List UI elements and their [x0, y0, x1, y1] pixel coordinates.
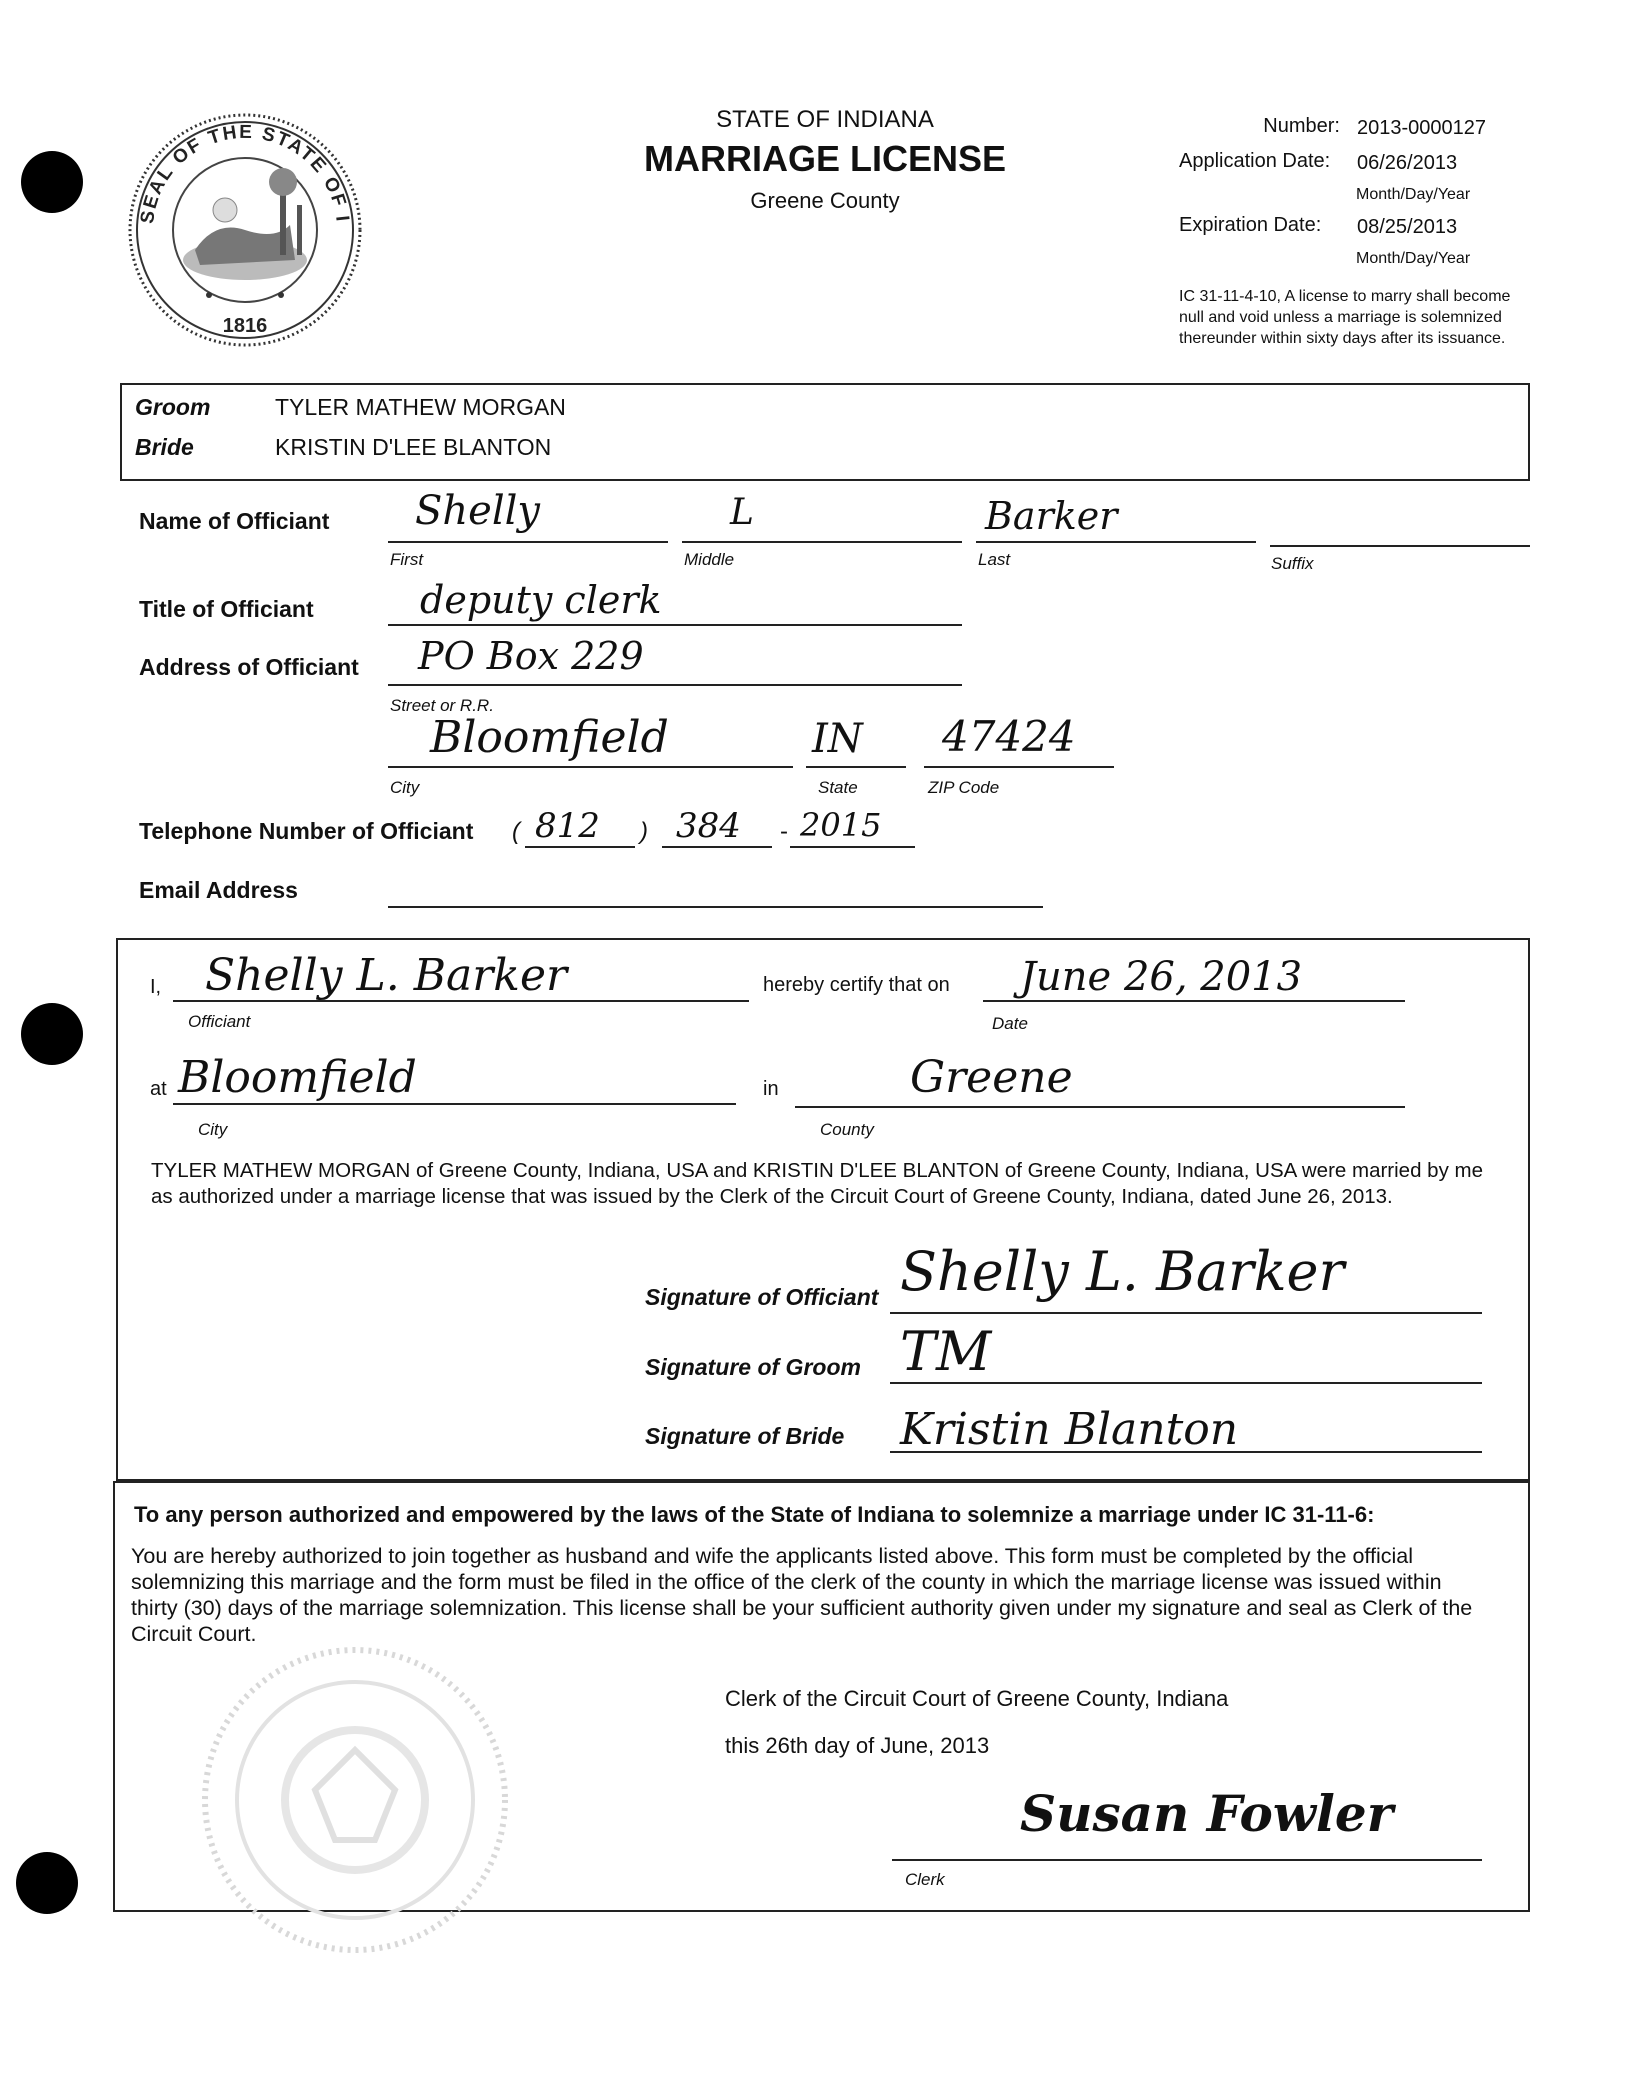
officiant-first-name: Shelly [415, 488, 541, 534]
officiant-title-label: Title of Officiant [139, 596, 314, 622]
expiration-date-label: Expiration Date: [1179, 214, 1322, 236]
seal-text: SEAL OF THE STATE OF I [137, 121, 353, 225]
phone-open-paren: ( [512, 818, 520, 845]
last-caption: Last [978, 550, 1011, 569]
i-label: I, [150, 976, 162, 998]
validity-notice: IC 31-11-4-10, A license to marry shall become null and void unless a marriage is solemnized thereunder within sixty days after its issuance. [1179, 288, 1511, 347]
clerk-caption: Clerk [905, 1870, 945, 1889]
officiant-phone-label: Telephone Number of Officiant [139, 818, 474, 844]
date-format-caption: Month/Day/Year [1356, 250, 1471, 267]
officiant-middle-name: L [730, 492, 754, 533]
state-seal [125, 110, 365, 350]
city-caption: City [390, 778, 420, 797]
date-format-caption: Month/Day/Year [1356, 186, 1471, 203]
groom-name: TYLER MATHEW MORGAN [275, 394, 566, 420]
email-label: Email Address [139, 877, 298, 903]
county-caption: County [820, 1120, 874, 1139]
license-number: 2013-0000127 [1357, 117, 1487, 139]
state-heading: STATE OF INDIANA [716, 106, 934, 133]
phone-close-paren: ) [640, 818, 648, 845]
number-label: Number: [1263, 115, 1340, 137]
officiant-zip: 47424 [942, 712, 1076, 761]
phone-dash: - [780, 818, 788, 845]
embossed-seal [195, 1640, 515, 1960]
officiant-address-label: Address of Officiant [139, 654, 359, 680]
state-caption: State [818, 778, 858, 797]
punch-hole-bottom [16, 1852, 78, 1914]
svg-text:SEAL OF THE STATE OF INDIANA [125, 110, 353, 225]
issue-day-text: this 26th day of June, 2013 [725, 1733, 990, 1758]
officiant-name-label: Name of Officiant [139, 508, 330, 534]
authorization-heading: To any person authorized and empowered by the laws of the State of Indiana to solemnize a marriage under IC 31-11-6: [134, 1502, 1375, 1527]
county-heading: Greene County [750, 188, 900, 213]
officiant-signature: Shelly L. Barker [900, 1240, 1345, 1303]
officiant-caption: Officiant [188, 1012, 251, 1031]
officiant-street: PO Box 229 [418, 634, 644, 678]
phone-area-code: 812 [535, 806, 600, 846]
marriage-county: Greene [910, 1052, 1073, 1103]
officiant-state: IN [812, 716, 863, 762]
bride-label: Bride [135, 434, 194, 460]
officiant-last-name: Barker [985, 494, 1118, 538]
punch-hole-top [21, 151, 83, 213]
zip-caption: ZIP Code [928, 778, 1000, 797]
clerk-signature: Susan Fowler [1020, 1784, 1394, 1843]
punch-hole-middle [21, 1003, 83, 1065]
bride-signature: Kristin Blanton [900, 1404, 1239, 1455]
phone-prefix: 384 [676, 806, 741, 846]
clerk-of-text: Clerk of the Circuit Court of Greene County, Indiana [725, 1686, 1229, 1711]
date-caption: Date [992, 1014, 1028, 1033]
certify-text: hereby certify that on [763, 974, 950, 996]
phone-line-number: 2015 [800, 806, 882, 844]
groom-label: Groom [135, 394, 211, 420]
bride-name: KRISTIN D'LEE BLANTON [275, 434, 552, 460]
expiration-date: 08/25/2013 [1357, 216, 1458, 238]
suffix-caption: Suffix [1271, 554, 1314, 573]
first-caption: First [390, 550, 424, 569]
bride-signature-label: Signature of Bride [645, 1423, 845, 1449]
page-title: MARRIAGE LICENSE [643, 138, 1007, 179]
groom-signature: TM [900, 1320, 992, 1383]
at-label: at [150, 1078, 167, 1100]
certifying-officiant-name: Shelly L. Barker [205, 950, 568, 1001]
officiant-title: deputy clerk [420, 578, 662, 622]
officiant-signature-label: Signature of Officiant [645, 1284, 879, 1310]
street-caption: Street or R.R. [390, 696, 494, 715]
application-date-label: Application Date: [1179, 150, 1331, 172]
city-caption: City [198, 1120, 228, 1139]
in-label: in [763, 1078, 779, 1100]
middle-caption: Middle [684, 550, 735, 569]
groom-signature-label: Signature of Groom [645, 1354, 861, 1380]
marriage-date: June 26, 2013 [1020, 954, 1303, 1000]
certification-statement: TYLER MATHEW MORGAN of Greene County, Indiana, USA and KRISTIN D'LEE BLANTON of Greene County, Indiana, USA were married by me as authorized under a marriage license that was issued by the Clerk of the Circuit Court of Greene County, Indiana, dated June 26, 2013. [151, 1159, 1483, 1208]
authorization-body: You are hereby authorized to join together as husband and wife the applicants listed above. This form must be completed by the official solemnizing this marriage and the form must be filed in the office of the clerk of the county in which the marriage license was issued within thirty (30) days of the marriage solemnization. This license shall be your sufficient authority given under my signature and seal as Clerk of the Circuit Court. [131, 1544, 1473, 1646]
officiant-city: Bloomfield [430, 712, 669, 763]
seal-year: 1816 [222, 315, 268, 337]
marriage-city: Bloomfield [178, 1052, 417, 1103]
application-date: 06/26/2013 [1357, 152, 1458, 174]
